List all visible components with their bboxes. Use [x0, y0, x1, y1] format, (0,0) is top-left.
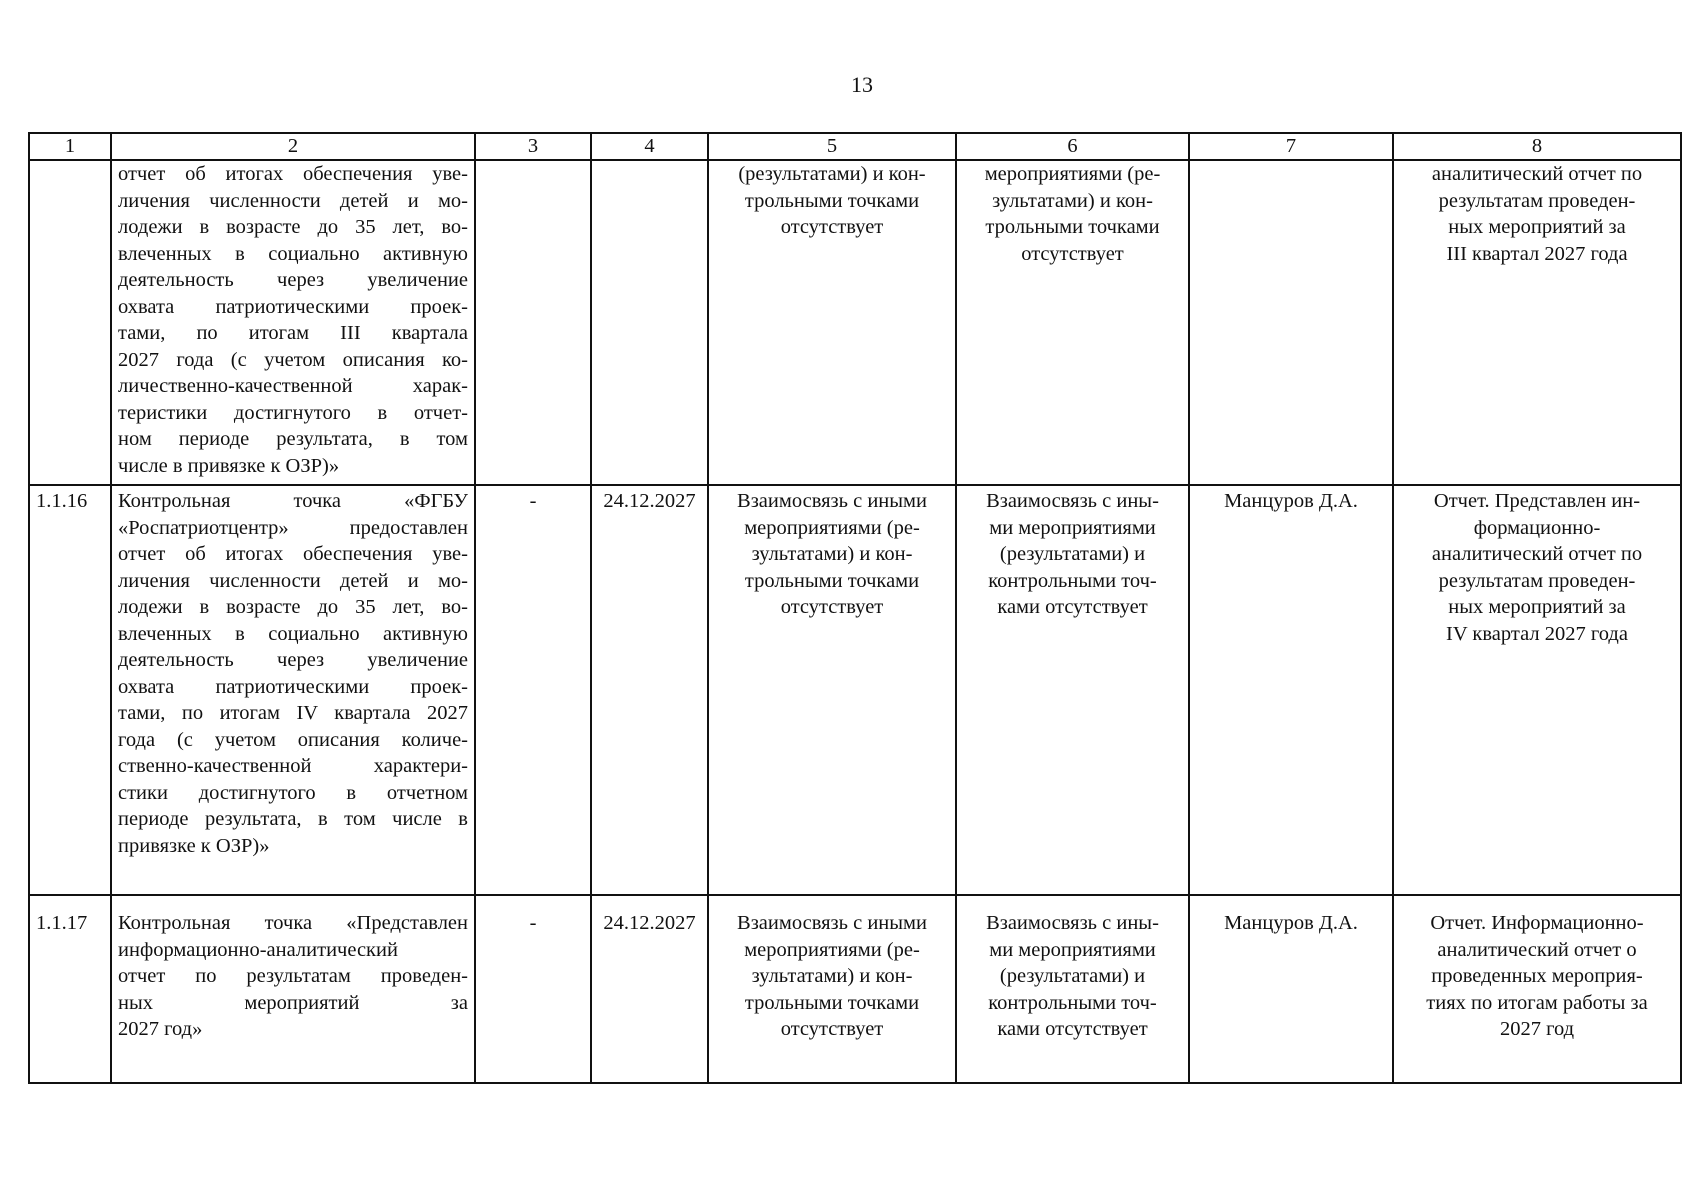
- name-cell: [111, 485, 475, 895]
- text-line: ном периоде результата, в том: [118, 428, 468, 450]
- text-line: аналитический отчет по: [1431, 163, 1643, 185]
- text-line: Отчет. Представлен ин-: [1433, 490, 1641, 512]
- text-line: охвата патриотическими проек-: [118, 295, 468, 318]
- column-header-4: 4: [591, 133, 708, 160]
- text-line: стики достигнутого в отчетном: [118, 781, 468, 804]
- text-line: теристики достигнутого в отчет-: [118, 401, 468, 424]
- text-line: периоде результата, в том числе в: [118, 808, 468, 830]
- text-line: Взаимосвязь с иными: [737, 912, 927, 934]
- text-line: мероприятиями (ре-: [744, 938, 920, 961]
- page-number: 13: [851, 72, 873, 97]
- column-header-3: 3: [475, 133, 591, 160]
- column-header-8: 8: [1393, 133, 1681, 160]
- text-line: ных мероприятий за: [118, 991, 468, 1014]
- text-line: личественно-качественной харак-: [118, 375, 468, 397]
- relation-cell: [708, 160, 956, 485]
- text-line: ственно-качественной характери-: [118, 755, 468, 777]
- text-line: тиях по итогам работы за: [1426, 991, 1648, 1014]
- table-row: [29, 485, 1681, 895]
- text-line: отчет об итогах обеспечения уве-: [118, 543, 468, 565]
- column-header-5: 5: [708, 133, 956, 160]
- text-line: IV квартал 2027 года: [1446, 622, 1628, 645]
- text-line: ками отсутствует: [997, 1018, 1148, 1040]
- text-line: трольными точками: [744, 189, 920, 212]
- relation-cell: [956, 485, 1189, 895]
- text-line: III квартал 2027 года: [1446, 242, 1628, 265]
- text-line: ми мероприятиями: [989, 938, 1156, 961]
- text-line: трольными точками: [744, 991, 920, 1014]
- text-line: аналитический отчет по: [1431, 543, 1643, 565]
- start-date-cell: -: [475, 895, 591, 1083]
- text-line: отчет об итогах обеспечения уве-: [118, 163, 468, 185]
- row-number-cell: 1.1.16: [29, 485, 111, 895]
- table-row: [29, 160, 1681, 485]
- text-line: деятельность через увеличение: [118, 269, 468, 291]
- text-line: «Роспатриотцентр» предоставлен: [118, 516, 468, 539]
- responsible-cell: [1189, 160, 1393, 485]
- start-date-cell: [475, 160, 591, 485]
- relation-cell: [956, 160, 1189, 485]
- relation-cell: [708, 895, 956, 1083]
- text-line: года (с учетом описания количе-: [118, 728, 468, 751]
- text-line: контрольными точ-: [988, 991, 1157, 1014]
- text-line: зультатами) и кон-: [751, 965, 913, 987]
- column-header-6: 6: [956, 133, 1189, 160]
- row-number-cell: 1.1.17: [29, 895, 111, 1083]
- text-line: формационно-: [1473, 516, 1601, 539]
- relation-cell: [708, 485, 956, 895]
- text-line: (результатами) и кон-: [738, 163, 926, 185]
- text-line: аналитический отчет о: [1437, 938, 1637, 961]
- text-line: отсутствует: [1021, 242, 1124, 265]
- header-row: [29, 133, 1681, 160]
- relation-cell: [956, 895, 1189, 1083]
- text-line: тами, по итогам III квартала: [118, 322, 468, 344]
- text-line: зультатами) и кон-: [992, 189, 1153, 212]
- text-line: тами, по итогам IV квартала 2027: [118, 702, 468, 724]
- text-line: отсутствует: [780, 596, 884, 618]
- responsible-cell: Манцуров Д.А.: [1189, 895, 1393, 1083]
- column-header-2: 2: [111, 133, 475, 160]
- text-line: результатам проведен-: [1438, 189, 1636, 212]
- text-line: 2027 год: [1499, 1018, 1575, 1040]
- text-line: (результатами) и: [999, 965, 1146, 987]
- text-line: Контрольная точка «ФГБУ: [118, 490, 468, 512]
- text-line: Взаимосвязь с ины-: [986, 912, 1159, 934]
- text-line: (результатами) и: [999, 543, 1146, 565]
- text-line: трольными точками: [744, 569, 920, 592]
- text-line: влеченных в социально активную: [118, 622, 468, 645]
- text-line: Взаимосвязь с ины-: [986, 490, 1159, 512]
- start-date-cell: -: [475, 485, 591, 895]
- text-line: зультатами) и кон-: [751, 543, 913, 565]
- activity-plan-table: [28, 132, 1682, 1084]
- responsible-cell: Манцуров Д.А.: [1189, 485, 1393, 895]
- text-line: ми мероприятиями: [989, 516, 1156, 539]
- text-line: контрольными точ-: [988, 569, 1157, 592]
- text-line: личения численности детей и мо-: [118, 189, 468, 212]
- text-line: отсутствует: [780, 216, 884, 238]
- table-row: [29, 895, 1681, 1083]
- end-date-cell: 24.12.2027: [591, 485, 708, 895]
- text-line: охвата патриотическими проек-: [118, 675, 468, 698]
- text-line: отчет по результатам проведен-: [118, 965, 468, 987]
- text-line: числе в привязке к ОЗР)»: [118, 454, 340, 477]
- text-line: привязке к ОЗР)»: [118, 834, 270, 857]
- text-line: информационно-аналитический: [118, 938, 398, 961]
- text-line: 2027 год»: [118, 1018, 203, 1040]
- column-header-1: 1: [29, 133, 111, 160]
- text-line: Взаимосвязь с иными: [737, 490, 927, 512]
- result-cell: [1393, 160, 1681, 485]
- row-number-cell: [29, 160, 111, 485]
- column-header-7: 7: [1189, 133, 1393, 160]
- text-line: влеченных в социально активную: [118, 242, 468, 265]
- text-line: мероприятиями (ре-: [984, 163, 1161, 185]
- name-cell: [111, 160, 475, 485]
- text-line: ками отсутствует: [997, 596, 1148, 618]
- name-cell: [111, 895, 475, 1083]
- result-cell: [1393, 485, 1681, 895]
- text-line: Контрольная точка «Представлен: [118, 912, 468, 934]
- end-date-cell: 24.12.2027: [591, 895, 708, 1083]
- text-line: проведенных мероприя-: [1431, 965, 1643, 987]
- text-line: личения численности детей и мо-: [118, 569, 468, 592]
- end-date-cell: [591, 160, 708, 485]
- text-line: деятельность через увеличение: [118, 649, 468, 671]
- text-line: Отчет. Информационно-: [1430, 912, 1644, 934]
- text-line: результатам проведен-: [1438, 569, 1636, 592]
- text-line: ных мероприятий за: [1448, 596, 1626, 618]
- text-line: лодежи в возрасте до 35 лет, во-: [118, 596, 468, 618]
- text-line: мероприятиями (ре-: [744, 516, 920, 539]
- text-line: ных мероприятий за: [1448, 216, 1626, 238]
- result-cell: [1393, 895, 1681, 1083]
- text-line: трольными точками: [985, 216, 1160, 238]
- text-line: отсутствует: [780, 1018, 884, 1040]
- text-line: 2027 года (с учетом описания ко-: [118, 348, 468, 371]
- text-line: лодежи в возрасте до 35 лет, во-: [118, 216, 468, 238]
